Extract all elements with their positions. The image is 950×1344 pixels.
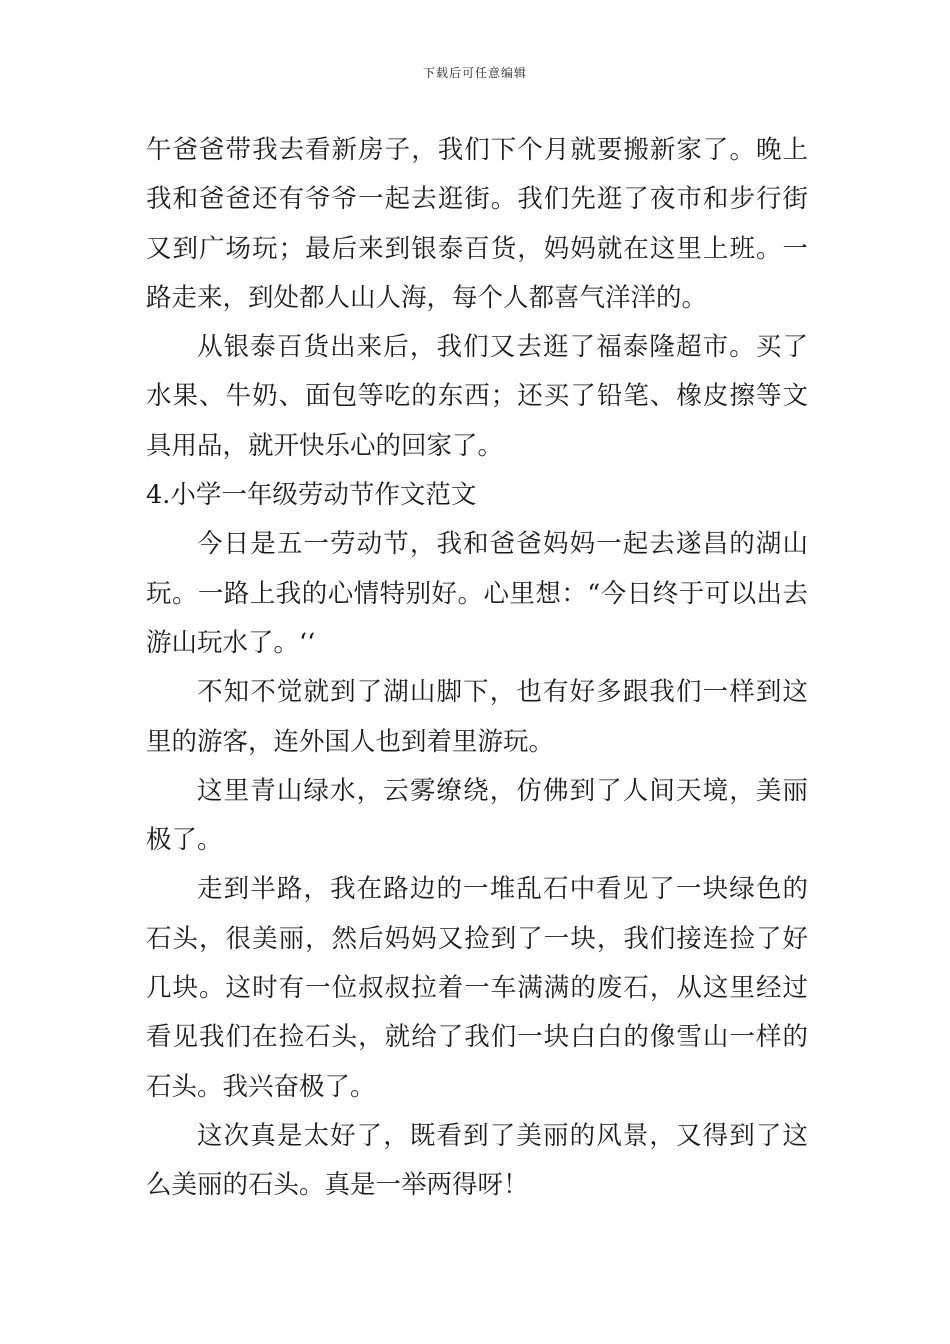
page-header-note: 下载后可任意编辑 (422, 66, 527, 80)
paragraph-mountain-foot: 不知不觉就到了湖山脚下，也有好多跟我们一样到这里的游客，连外国人也到着里游玩。 (146, 677, 808, 757)
section-heading: 4.小学一年级劳动节作文范文 (146, 480, 477, 511)
paragraph-stones: 走到半路，我在路边的一堆乱石中看见了一块绿色的石头，很美丽，然后妈妈又捡到了一块，我们接连捡了好几块。这时有一位叔叔拉着一车满满的废石，从这里经过看见我们在捡石头，就给了我们一块白白的像雪山一样的石头。我兴奋极了。 (146, 874, 808, 1102)
paragraph-continued: 午爸爸带我去看新房子，我们下个月就要搬新家了。晚上我和爸爸还有爷爷一起去逛街。我们先逛了夜市和步行街又到广场玩；最后来到银泰百货，妈妈就在这里上班。一路走来，到处都人山人海，每个人都喜气洋洋的。 (146, 135, 808, 313)
document-body (146, 126, 808, 1211)
paragraph-supermarket: 从银泰百货出来后，我们又去逛了福泰隆超市。买了水果、牛奶、面包等吃的东西；还买了铅笔、橡皮擦等文具用品，就开快乐心的回家了。 (146, 332, 808, 461)
paragraph-labor-day: 今日是五一劳动节，我和爸爸妈妈一起去遂昌的湖山玩。一路上我的心情特别好。心里想：“今日终于可以出去游山玩水了。‘‘ (146, 529, 808, 658)
paragraph-conclusion: 这次真是太好了，既看到了美丽的风景，又得到了这么美丽的石头。真是一举两得呀！ (146, 1120, 808, 1201)
paragraph-scenery: 这里青山绿水，云雾缭绕，仿佛到了人间天境，美丽极了。 (146, 775, 808, 856)
